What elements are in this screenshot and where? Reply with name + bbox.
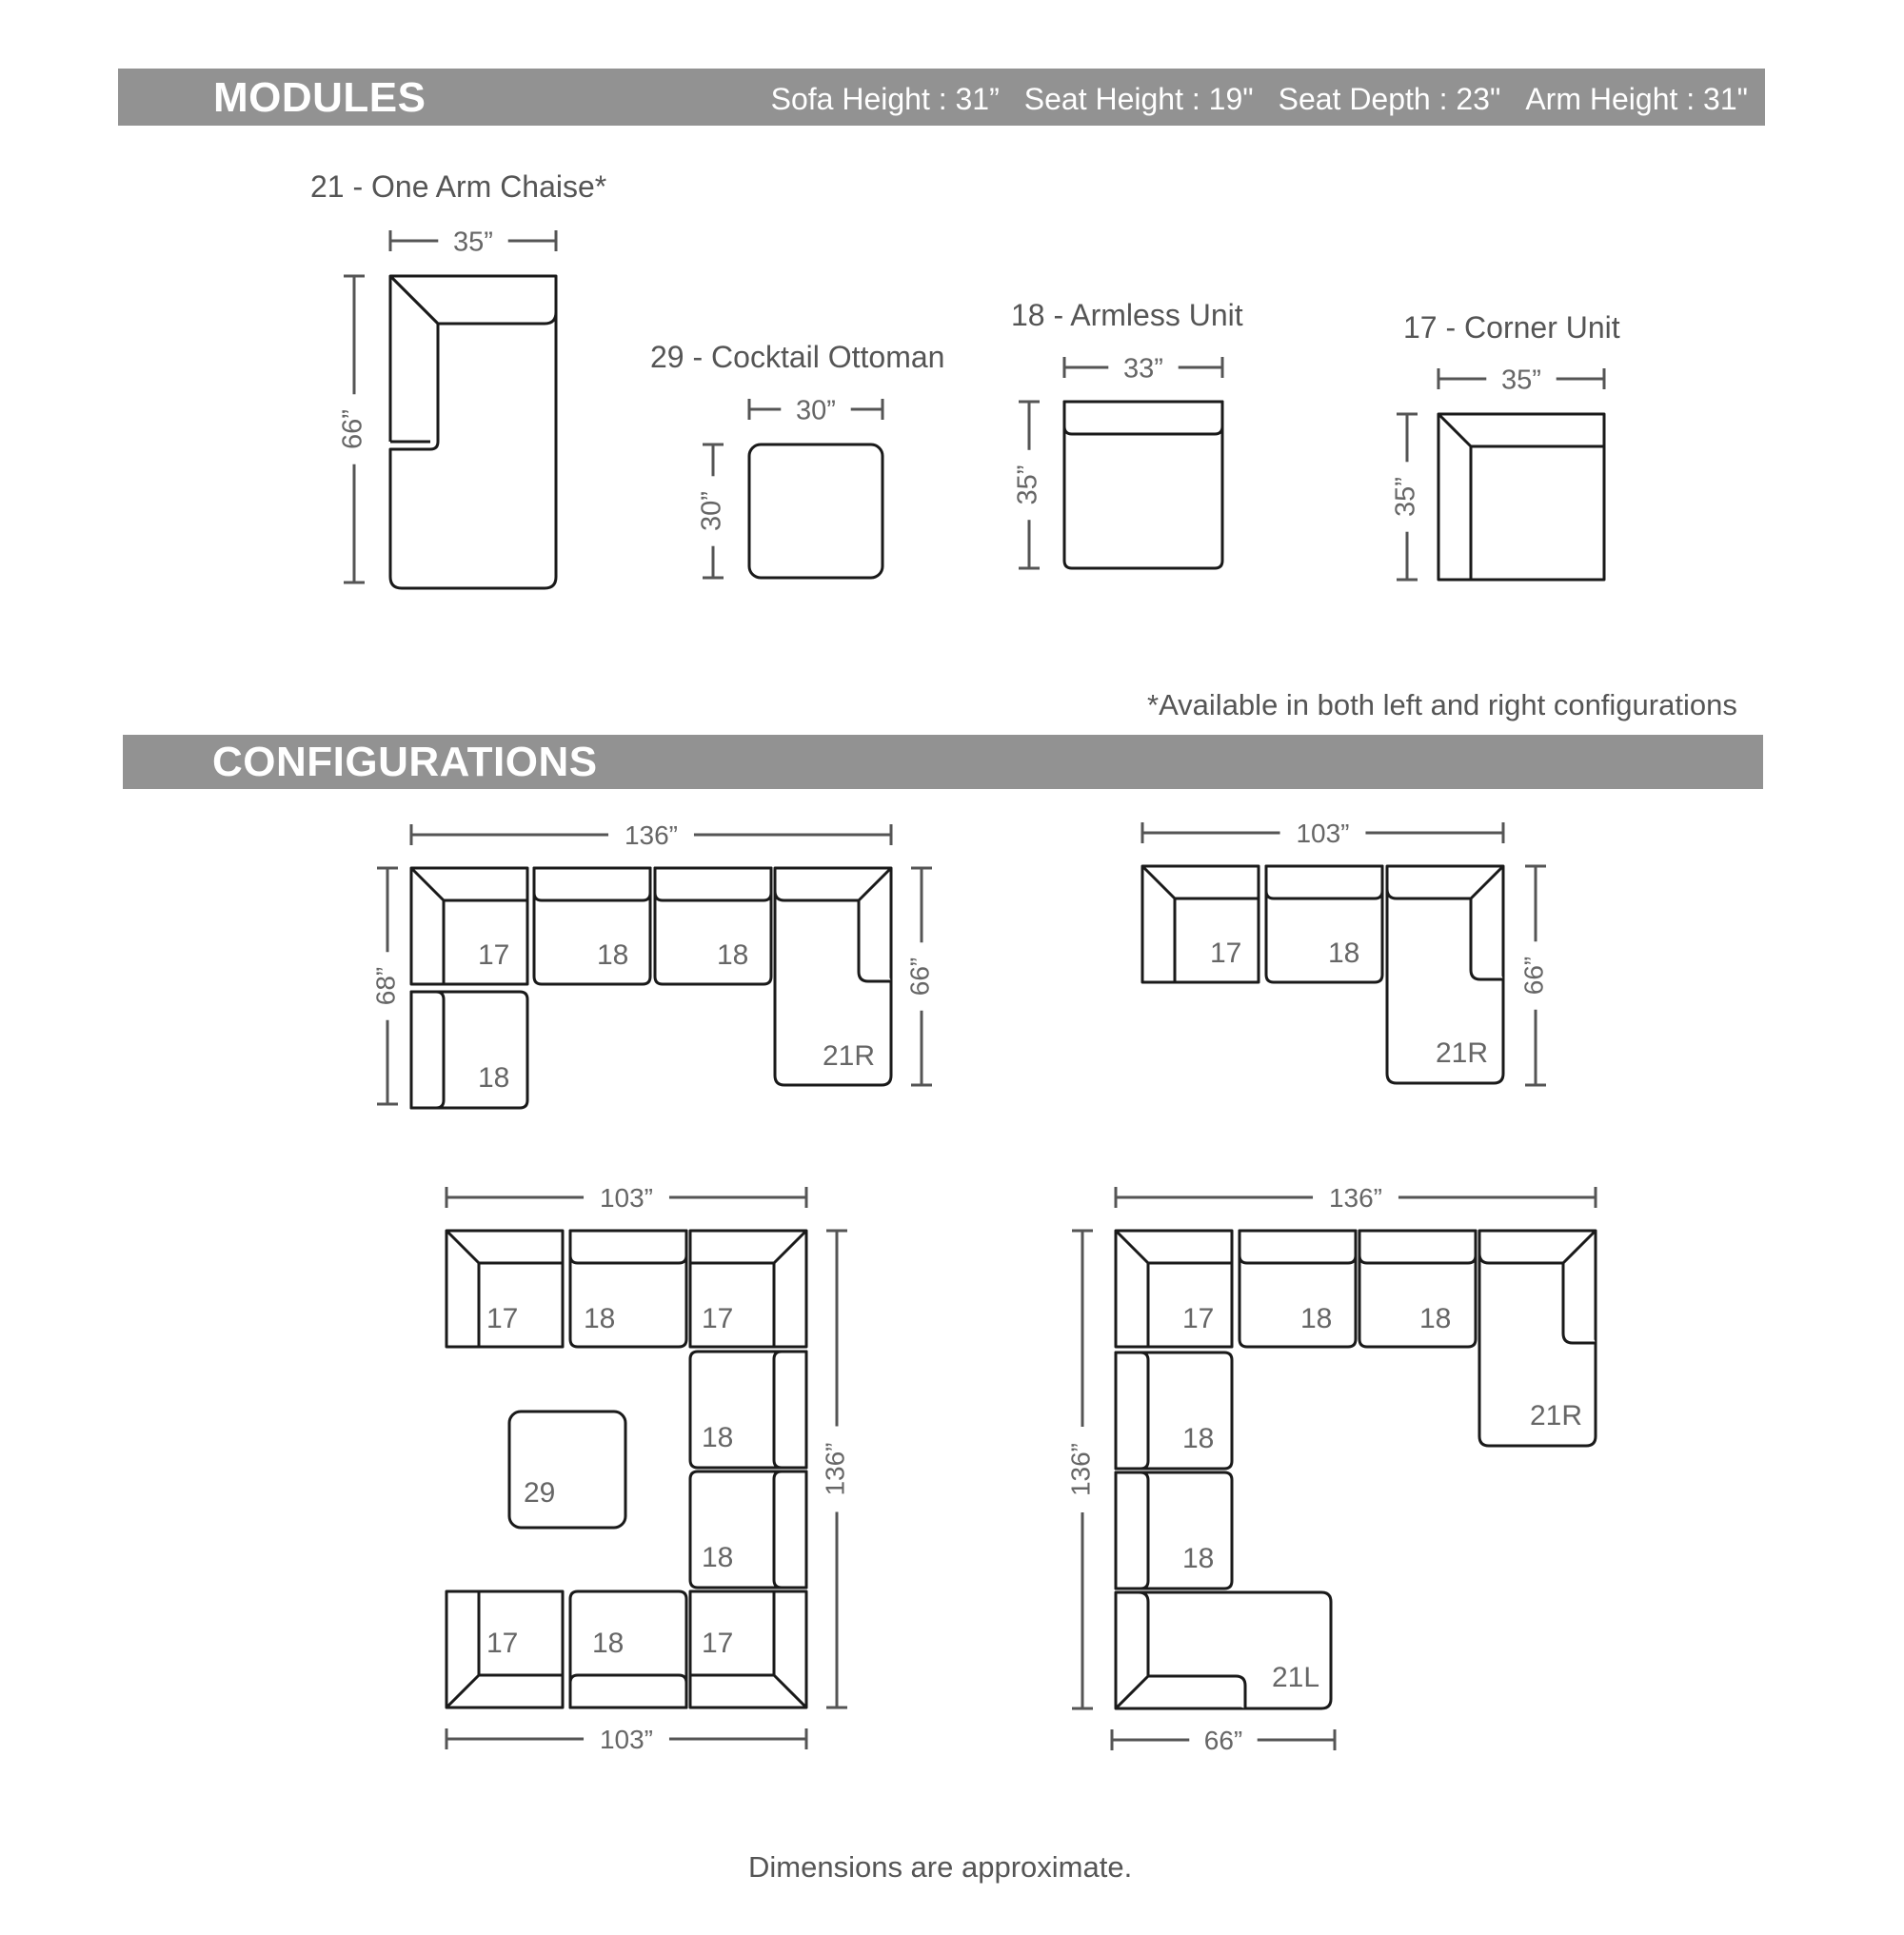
footer-note: Dimensions are approximate. [748,1850,1133,1884]
dimension-label: 30” [796,395,836,426]
back-cushion [411,992,444,1108]
config4-dimension-left [1065,1231,1095,1708]
dimension-label: 35” [1012,464,1043,505]
unit-label: 21R [1436,1037,1489,1069]
unit-label: 18 [584,1303,616,1334]
module-label-armless: 18 - Armless Unit [1011,298,1243,332]
unit-label: 18 [1419,1303,1452,1334]
unit-label: 21R [1530,1400,1583,1432]
config3-dimension-top [446,1183,806,1213]
back-cushion [1116,1353,1148,1469]
module-label-ottoman: 29 - Cocktail Ottoman [650,340,945,374]
unit-label: 18 [597,939,629,971]
dimension-label: 33” [1123,353,1163,385]
back-cushion [1266,866,1382,898]
dimension-chaise-width [390,227,556,257]
unit-label: 21R [823,1040,876,1072]
dimension-label: 66” [337,409,368,449]
config1-dimension-left [370,868,400,1104]
unit-label: 17 [486,1303,519,1334]
dimension-label: 136” [820,1442,850,1496]
dimension-label: 136” [1065,1442,1096,1497]
unit-label: 18 [1300,1303,1333,1334]
dimension-armless-depth [1013,402,1043,568]
config3-ottoman-29 [509,1412,625,1528]
dimension-chaise-depth [338,276,368,582]
config2-dimension-right [1518,866,1548,1085]
unit-label: 29 [524,1477,556,1509]
spec-seat-depth: Seat Depth : 23" [1278,82,1501,116]
spec-sofa-height: Sofa Height : 31” [770,82,1000,116]
ottoman-module-29 [749,444,883,578]
unit-label: 17 [702,1303,734,1334]
spec-arm-height: Arm Height : 31" [1525,82,1748,116]
back-cushion [534,868,650,900]
dimension-label: 103” [1296,819,1350,849]
unit-label: 18 [702,1422,734,1453]
module-label-chaise: 21 - One Arm Chaise* [310,169,607,204]
unit-label: 17 [1182,1303,1215,1334]
back-cushion [1116,1472,1148,1589]
unit-label: 18 [1182,1423,1215,1454]
dimension-label: 68” [370,966,401,1006]
dimension-corner-depth [1391,414,1421,580]
back-cushion [655,868,771,900]
dimension-label: 136” [624,820,679,851]
modules-title: MODULES [213,74,426,121]
spec-seat-height: Seat Height : 19" [1023,82,1254,116]
module-label-corner: 17 - Corner Unit [1403,310,1620,345]
config4-dimension-bottom [1112,1726,1335,1755]
config3-dimension-right [820,1231,849,1708]
dimension-label: 103” [599,1725,654,1755]
back-cushion [1064,402,1222,434]
dimension-label: 35” [453,227,493,258]
unit-label: 21L [1272,1662,1320,1693]
unit-label: 18 [1182,1543,1215,1574]
dimension-ottoman-width [749,395,883,425]
dimension-label: 136” [1328,1183,1383,1214]
dimension-label: 66” [904,957,935,997]
dimension-corner-width [1438,365,1604,395]
unit-label: 17 [486,1628,519,1659]
dimension-label: 35” [1501,365,1541,396]
back-cushion [570,1675,686,1708]
unit-label: 18 [478,1062,510,1094]
back-cushion [570,1231,686,1263]
dimension-ottoman-depth [697,444,727,578]
configurations-note: *Available in both left and right configurations [1147,688,1737,721]
dimension-label: 30” [696,491,727,531]
back-cushion [1240,1231,1356,1263]
unit-label: 17 [1210,938,1242,969]
dimension-label: 35” [1390,477,1421,517]
unit-label: 18 [702,1542,734,1573]
configurations-title: CONFIGURATIONS [212,739,598,785]
unit-label: 18 [592,1628,625,1659]
back-cushion [774,1471,806,1588]
config1-dimension-right [904,868,934,1085]
config4-dimension-top [1116,1183,1596,1213]
unit-label: 17 [478,939,510,971]
unit-label: 17 [702,1628,734,1659]
dimension-label: 66” [1203,1726,1243,1756]
config3-dimension-bottom [446,1725,806,1754]
unit-label: 18 [1328,938,1360,969]
back-cushion [1359,1231,1476,1263]
config1-dimension-width [411,820,891,850]
back-cushion [774,1352,806,1468]
dimension-label: 103” [599,1183,654,1214]
dimension-label: 66” [1518,956,1549,996]
config2-dimension-width [1142,819,1503,848]
unit-label: 18 [717,939,749,971]
dimension-armless-width [1064,353,1222,384]
